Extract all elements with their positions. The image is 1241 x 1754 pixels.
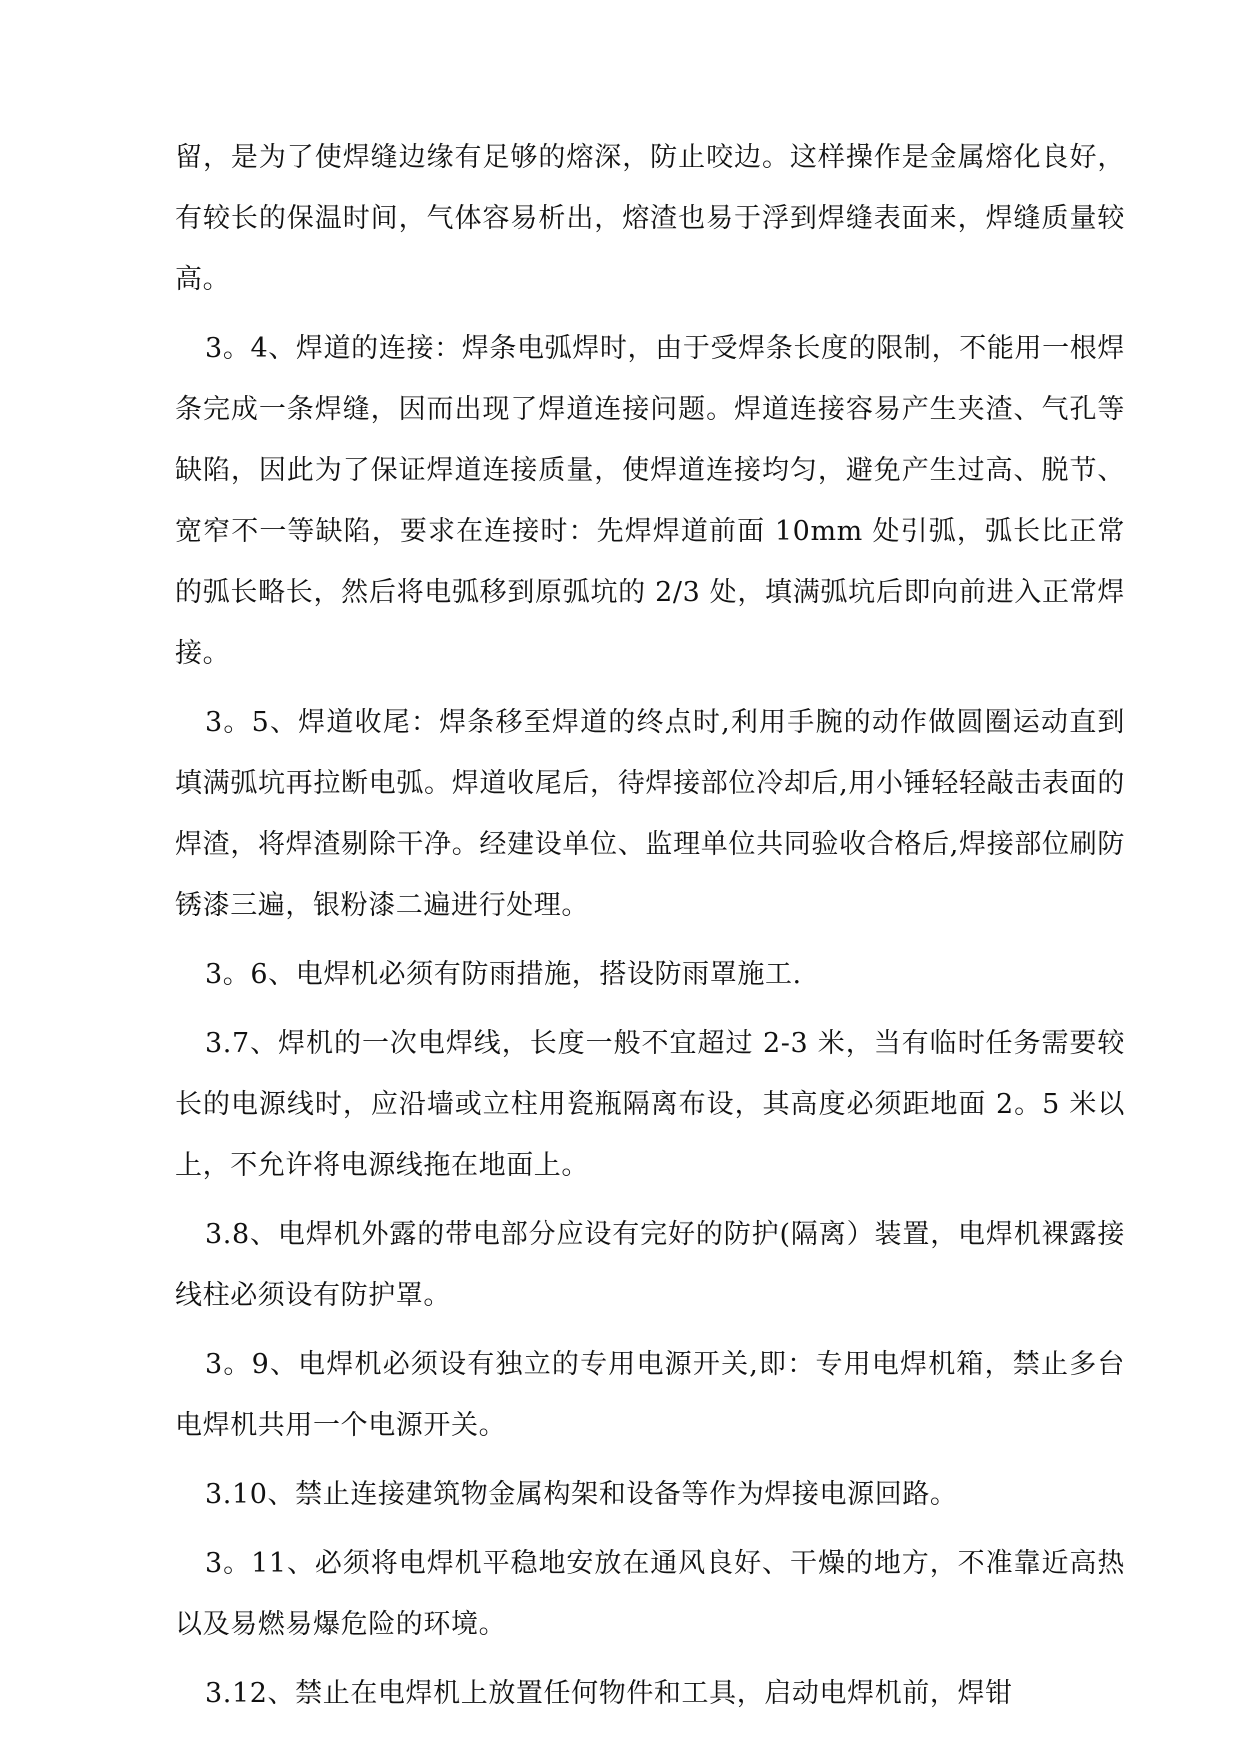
paragraph-3-12: 3.12、禁止在电焊机上放置任何物件和工具，启动电焊机前，焊钳 [205,1678,1013,1709]
document-body [175,127,1125,1724]
paragraph-3-5: 3。5、焊道收尾：焊条移至焊道的终点时,利用手腕的动作做圆圈运动直到填满弧坑再拉断电弧。焊道收尾后，待焊接部位冷却后,用小锤轻轻敲击表面的焊渣，将焊渣剔除干净。经建设单位、监理单位共同验收合格后,焊接部位刷防锈漆三遍，银粉漆二遍进行处理。 [175,707,1125,921]
paragraph-3-7: 3.7、焊机的一次电焊线，长度一般不宜超过 2-3 米，当有临时任务需要较长的电源线时，应沿墙或立柱用瓷瓶隔离布设，其高度必须距地面 2。5 米以上，不允许将电源线拖在地面上。 [175,1028,1125,1181]
paragraph-3-4: 3。4、焊道的连接：焊条电弧焊时，由于受焊条长度的限制，不能用一根焊条完成一条焊缝，因而出现了焊道连接问题。焊道连接容易产生夹渣、气孔等缺陷，因此为了保证焊道连接质量，使焊道连接均匀，避免产生过高、脱节、宽窄不一等缺陷，要求在连接时：先焊焊道前面 10mm 处引弧，弧长比正常的弧长略长，然后将电弧移到原弧坑的 2/3 处，填满弧坑后即向前进入正常焊接。 [175,333,1125,669]
paragraph-3-10: 3.10、禁止连接建筑物金属构架和设备等作为焊接电源回路。 [205,1479,958,1510]
paragraph-continuation: 留，是为了使焊缝边缘有足够的熔深，防止咬边。这样操作是金属熔化良好，有较长的保温时间，气体容易析出，熔渣也易于浮到焊缝表面来，焊缝质量较高。 [175,142,1125,295]
paragraph-3-6: 3。6、电焊机必须有防雨措施，搭设防雨罩施工. [205,959,802,990]
paragraph-3-11: 3。11、必须将电焊机平稳地安放在通风良好、干燥的地方，不准靠近高热以及易燃易爆危险的环境。 [175,1548,1125,1640]
paragraph-3-8: 3.8、电焊机外露的带电部分应设有完好的防护(隔离）装置，电焊机裸露接线柱必须设有防护罩。 [175,1219,1125,1311]
paragraph-3-9: 3。9、电焊机必须设有独立的专用电源开关,即：专用电焊机箱，禁止多台电焊机共用一个电源开关。 [175,1349,1125,1441]
